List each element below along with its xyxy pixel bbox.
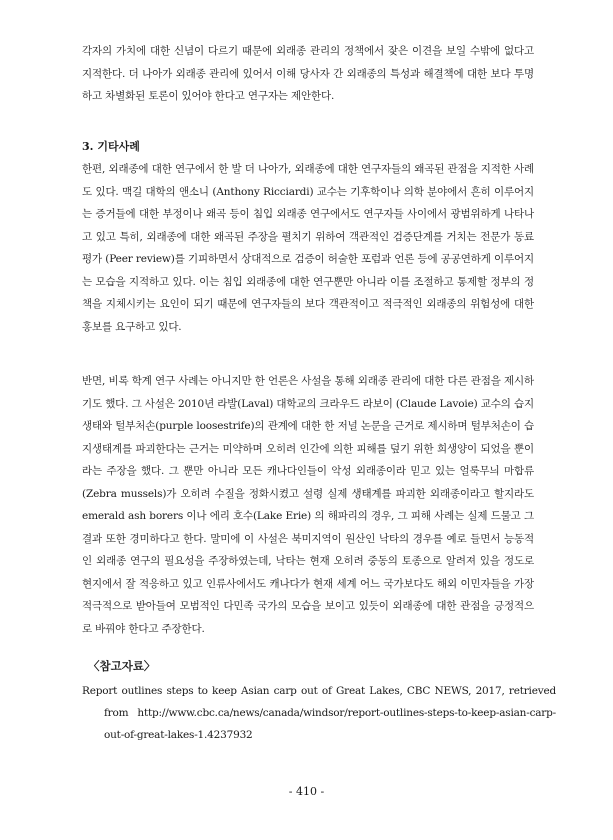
paragraph-intro: 각자의 가치에 대한 신념이 다르기 때문에 외래종 관리의 정책에서 잦은 이견을 보일 수밖에 없다고 지적한다. 더 나아가 외래종 관리에 있어서 이해 당사자 간 외래종의 특성과 해결책에 대한 보다 투명하고 차별화된 토론이 있어야 한다고 연구자는 제안한다. <box>82 45 534 102</box>
section-heading: 3. 기타사례 <box>82 140 140 153</box>
paragraph-other-cases: 한편, 외래종에 대한 연구에서 한 발 더 나아가, 외래종에 대한 연구자들의 왜곡된 관점을 지적한 사례도 있다. 맥길 대학의 앤소니 (Anthony Ricciardi) 교수는 기후학이나 의학 분야에서 흔히 이루어지는 증거들에 대한 부정이나 왜곡 등이 침입 외래종 연구에서도 연구자들 사이에서 광범위하게 나타나고 있고 특히, 외래종에 대한 왜곡된 주장을 펼치기 위하여 객관적인 검증단계를 거치는 전문가 동료 평가 (Peer review)를 기피하면서 상대적으로 검증이 허술한 포럼과 언론 등에 공공연하게 이루어지는 모습을 지적하고 있다. 이는 침입 외래종에 대한 연구뿐만 아니라 이를 조절하고 통제할 정부의 정책을 지체시키는 요인이 되기 때문에 연구자들의 보다 객관적이고 적극적인 외래종의 위험성에 대한 홍보를 요구하고 있다. <box>82 163 534 333</box>
references-heading: 〈참고자료〉 <box>88 659 156 673</box>
page-number: - 410 - <box>288 785 325 798</box>
reference-item: Report outlines steps to keep Asian carp out of Great Lakes, CBC NEWS, 2017, retrieved from http://www.cbc.ca/news/canada/windsor/report-outlines-steps-to-keep-asian-carp-out-of-great-lakes-1.4237932 <box>82 685 556 741</box>
paragraph-media-editorial: 반면, 비록 학계 연구 사례는 아니지만 한 언론은 사설을 통해 외래종 관리에 대한 다른 관점을 제시하기도 했다. 그 사설은 2010년 라발(Laval) 대학교의 크라우드 라보이 (Claude Lavoie) 교수의 습지 생태와 털부처손(purple loosestrife)의 관계에 대한 한 저널 논문을 근거로 제시하며 털부처손이 습지생태계를 파괴한다는 근거는 미약하며 오히려 인간에 의한 피해를 덮기 위한 희생양이 되었을 뿐이라는 주장을 했다. 그 뿐만 아니라 모든 캐나다인들이 악성 외래종이라 믿고 있는 얼룩무늬 마합류 (Zebra mussels)가 오히려 수질을 정화시켰고 설령 실제 생태계를 파괴한 외래종이라고 할지라도 emerald ash borers 이나 에리 호수(Lake Erie) 의 해파리의 경우, 그 피해 사례는 실제 드물고 그 결과 또한 경미하다고 한다. 말미에 이 사설은 북미지역이 원산인 낙타의 경우를 예로 들면서 능동적인 외래종 연구의 필요성을 주장하였는데, 낙타는 현재 오히려 중동의 토종으로 알려져 있을 정도로 현지에서 잘 적응하고 있고 인류사에서도 캐나다가 현재 세계 어느 국가보다도 해외 이민자들을 가장 적극적으로 받아들여 모범적인 다민족 국가의 모습을 보이고 있듯이 외래종에 대한 관점을 긍정적으로 바꿔야 한다고 주장한다. <box>82 375 534 635</box>
